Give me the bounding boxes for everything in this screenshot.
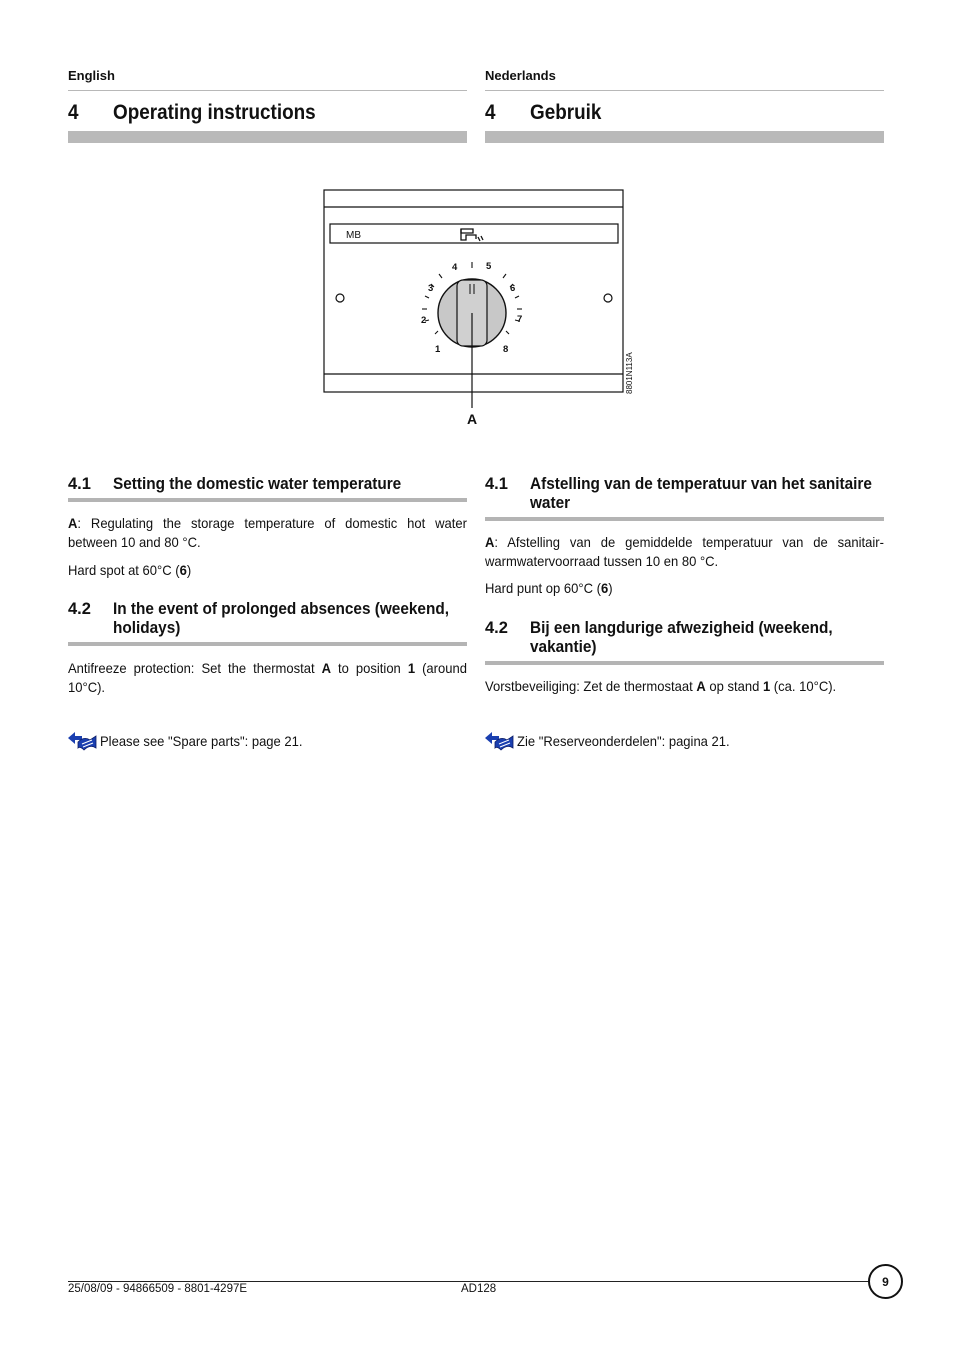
- paragraph: Hard punt op 60°C (6): [485, 580, 613, 596]
- book-reference-icon: [66, 728, 98, 754]
- dial-number: 4: [452, 262, 458, 273]
- section-heading-4-2-en: 4.2 In the event of prolonged absences (weekend, holidays): [68, 600, 449, 637]
- thermostat-figure: [318, 186, 638, 426]
- section-bar: [485, 661, 884, 665]
- document-reference: 25/08/09 - 94866509 - 8801-4297E: [68, 1283, 248, 1295]
- header-divider: [485, 90, 884, 91]
- chapter-bar: [485, 131, 884, 143]
- section-heading-4-2-nl: 4.2 Bij een langdurige afwezigheid (weekend, vakantie): [485, 619, 833, 656]
- thermostat-panel-illustration: [318, 186, 638, 426]
- page-number: 9: [868, 1264, 903, 1299]
- reference-note-en: Please see "Spare parts": page 21.: [66, 728, 318, 754]
- reference-note-nl: Zie "Reserveonderdelen": pagina 21.: [483, 728, 746, 754]
- paragraph: Vorstbeveiliging: Zet de thermostaat A op stand 1 (ca. 10°C).: [485, 678, 837, 694]
- paragraph: A: Afstelling van de gemiddelde temperatuur van de sanitair-warmwatervoorraad tussen 10 en 80 °C.: [485, 534, 884, 569]
- language-label-en: English: [68, 68, 115, 83]
- section-heading-4-1-en: 4.1 Setting the domestic water temperature: [68, 475, 402, 493]
- section-heading-4-1-nl: 4.1 Afstelling van de temperatuur van het sanitaire water: [485, 475, 872, 512]
- dial-number: 6: [510, 283, 516, 294]
- figure-reference: 8801N113A: [625, 352, 634, 394]
- chapter-bar: [68, 131, 467, 143]
- dial-number: 1: [435, 344, 441, 355]
- paragraph: Antifreeze protection: Set the thermostat A to position 1 (around 10°C).: [68, 660, 467, 695]
- header-divider: [68, 90, 467, 91]
- paragraph: Hard spot at 60°C (6): [68, 562, 192, 578]
- footer-divider: [68, 1281, 873, 1282]
- panel-label: MB: [346, 230, 361, 241]
- dial-number: 8: [503, 344, 509, 355]
- book-reference-icon: [483, 728, 515, 754]
- chapter-title-en: 4 Operating instructions: [68, 101, 316, 124]
- dial-number: 7: [517, 314, 523, 325]
- section-bar: [485, 517, 884, 521]
- tap-icon: [461, 229, 483, 241]
- chapter-title-nl: 4 Gebruik: [485, 101, 602, 124]
- section-bar: [68, 498, 467, 502]
- paragraph: A: Regulating the storage temperature of domestic hot water between 10 and 80 °C.: [68, 515, 467, 550]
- section-bar: [68, 642, 467, 646]
- model-name: AD128: [461, 1283, 497, 1295]
- dial-number: 3: [428, 283, 434, 294]
- callout-label: A: [467, 411, 478, 426]
- dial-number: 5: [486, 261, 492, 272]
- language-label-nl: Nederlands: [485, 68, 556, 83]
- dial-number: 2: [421, 315, 427, 326]
